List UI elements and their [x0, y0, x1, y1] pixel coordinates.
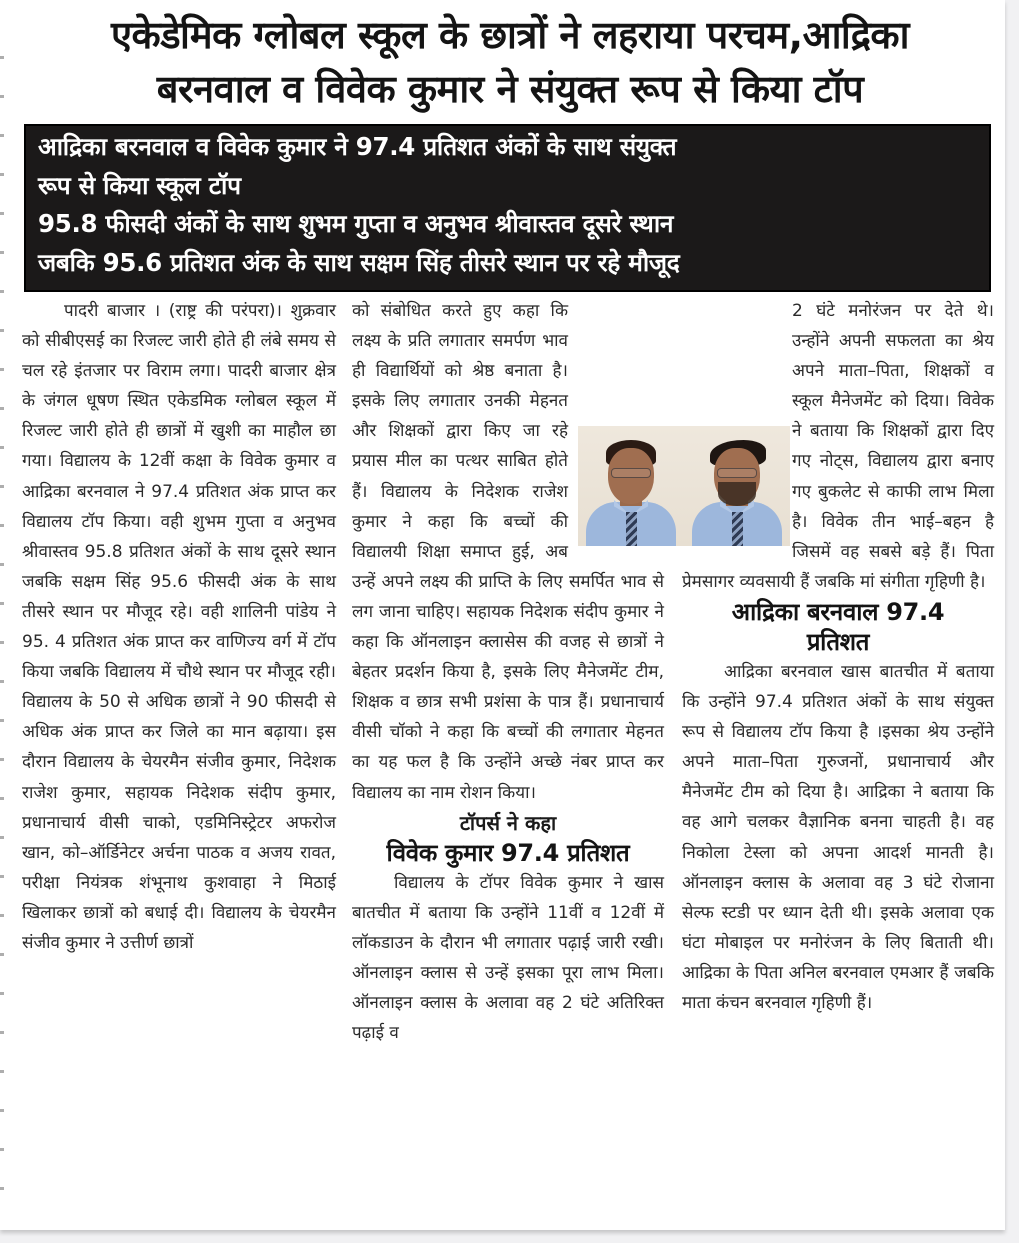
- deck-line: 95.8 फीसदी अंकों के साथ शुभम गुप्ता व अनुभव श्रीवास्तव दूसरे स्थान: [38, 209, 674, 238]
- student-photo-female: [578, 426, 684, 546]
- column-2-body-a-text: को संबोधित करते हुए कहा कि लक्ष्य के प्रति लगातार समर्पण भाव ही विद्यार्थियों को श्रेष्ठ बनाता है। इसके लिए लगातार उनकी मेहनत और शिक्षकों द्वारा किए जा रहे प्रयास मील का पत्थर साबित होते हैं। विद्यालय के निदेशक राजेश कुमार ने कहा कि बच्चों की विद्यालयी शिक्षा समाप्त हुई, अब उन्हें अपने लक्ष्य की प्राप्ति के लिए समर्पित भाव से लग जाना चाहिए। सहायक निदेशक संदीप कुमार ने कहा कि ऑनलाइन क्लासेस की वजह से छात्रों ने बेहतर प्रदर्शन किया है, इसके लिए मैनेजमेंट टीम, शिक्षक व छात्र सभी प्रशंसा के पात्र हैं। प्रधानाचार्य वीसी चॉको ने कहा कि बच्चों की लगातार मेहनत का यह फल है कि उन्होंने अच्छे नंबर प्राप्त कर विद्यालय का नाम रोशन किया।: [352, 301, 664, 803]
- vivek-subhead: विवेक कुमार 97.4 प्रतिशत: [386, 838, 630, 867]
- column-2-body-b: विद्यालय के टॉपर विवेक कुमार ने खास बातचीत में बताया कि उन्होंने 11वीं व 12वीं में लॉकडाउन के दौरान भी लगातार पढ़ाई जारी रखी। ऑनलाइन क्लास से उन्हें इसका पूरा लाभ मिला। ऑनलाइन क्लास के अलावा वह 2 घंटे अतिरिक्त पढ़ाई व: [352, 872, 664, 1044]
- deck-line: जबकि 95.6 प्रतिशत अंक के साथ सक्षम सिंह तीसरे स्थान पर रहे मौजूद: [38, 247, 680, 277]
- main-headline: [18, 8, 1002, 116]
- article-column-3: [682, 296, 994, 1018]
- toppers-kicker: टॉपर्स ने कहा: [459, 810, 557, 835]
- deck-line: रूप से किया स्कूल टॉप: [38, 170, 241, 200]
- headline-line-1: एकेडेमिक ग्लोबल स्कूल के छात्रों ने लहराया परचम,आद्रिका: [111, 13, 909, 57]
- column-rule-marks: [0, 20, 4, 1220]
- adrika-subhead: आद्रिका बरनवाल 97.4 प्रतिशत: [731, 597, 945, 656]
- article-column-1: [22, 296, 336, 958]
- column-1-body: पादरी बाजार । (राष्ट्र की परंपरा)। शुक्रवार को सीबीएसई का रिजल्ट जारी होते ही लंबे समय से चल रहे इंतजार पर विराम लगा। पादरी बाजार क्षेत्र के जंगल धूषण स्थित एकेडमिक ग्लोबल स्कूल में रिजल्ट जारी होते ही छात्रों में खुशी का माहौल छा गया। विद्यालय के 12वीं कक्षा के विवेक कुमार व आद्रिका बरनवाल ने 97.4 प्रतिशत अंक प्राप्त कर विद्यालय टॉप किया। वही शुभम गुप्ता व अनुभव श्रीवास्तव 95.8 प्रतिशत अंकों के साथ दूसरे स्थान जबकि सक्षम सिंह 95.6 फीसदी अंक के साथ तीसरे स्थान पर मौजूद रहे। वही शालिनी पांडेय ने 95. 4 प्रतिशत अंक प्राप्त कर वाणिज्य वर्ग में टॉप किया जबकि विद्यालय में चौथे स्थान पर मौजूद रही। विद्यालय के 50 से अधिक छात्रों ने 90 फीसदी से अधिक अंक प्राप्त कर जिले का मान बढ़ाया। इस दौरान विद्यालय के चेयरमैन संजीव कुमार, निदेशक राजेश कुमार, सहायक निदेशक संदीप कुमार, प्रधानाचार्य वीसी चाको, एडमिनिस्ट्रेटर अफरोज खान, को–ऑर्डिनेटर अर्चना पाठक व अजय रावत, परीक्षा नियंत्रक शंभूनाथ कुशवाहा ने मिठाई खिलाकर छात्रों को बधाई दी। विद्यालय के चेयरमैन संजीव कुमार ने उत्तीर्ण छात्रों: [22, 301, 336, 953]
- column-2-body-a: [352, 296, 664, 808]
- headline-line-2: बरनवाल व विवेक कुमार ने संयुक्त रूप से किया टॉप: [156, 67, 864, 111]
- deck-line: आद्रिका बरनवाल व विवेक कुमार ने 97.4 प्रतिशत अंकों के साथ संयुक्त: [38, 132, 677, 161]
- toppers-photos: [578, 426, 790, 546]
- student-photo-male: [684, 426, 790, 546]
- highlight-deck-box: [24, 124, 991, 292]
- article-column-2: [352, 296, 664, 1048]
- column-3-body-b: आद्रिका बरनवाल खास बातचीत में बताया कि उन्होंने 97.4 प्रतिशत अंकों के साथ संयुक्त रूप से विद्यालय टॉप किया है ।इसका श्रेय उन्होंने अपने माता–पिता गुरुजनों, प्रधानाचार्य और मैनेजमेंट टीम को दिया है। आद्रिका ने बताया कि वह आगे चलकर वैज्ञानिक बनना चाहती है। वह निकोला टेस्ला को अपना आदर्श मानती है। ऑनलाइन क्लास के अलावा वह 3 घंटे रोजाना सेल्फ स्टडी पर ध्यान देती थी। इसके अलावा एक घंटा मोबाइल पर मनोरंजन के लिए बिताती थी। आद्रिका के पिता अनिल बरनवाल एमआर हैं जबकि माता कंचन बरनवाल गृहिणी हैं।: [682, 661, 994, 1013]
- column-3-body-a-text: 2 घंटे मनोरंजन पर देते थे। उन्होंने अपनी सफलता का श्रेय अपने माता–पिता, शिक्षकों व स्कूल मैनेजमेंट को दिया। विवेक ने बताया कि शिक्षकों द्वारा दिए गए नोट्स, विद्यालय द्वारा बनाए गए बुकलेट से काफी लाभ मिला है। विवेक तीन भाई–बहन है जिसमें वह सबसे बड़े हैं। पिता प्रेमसागर व्यवसायी हैं जबकि मां संगीता गृहिणी है।: [682, 301, 994, 592]
